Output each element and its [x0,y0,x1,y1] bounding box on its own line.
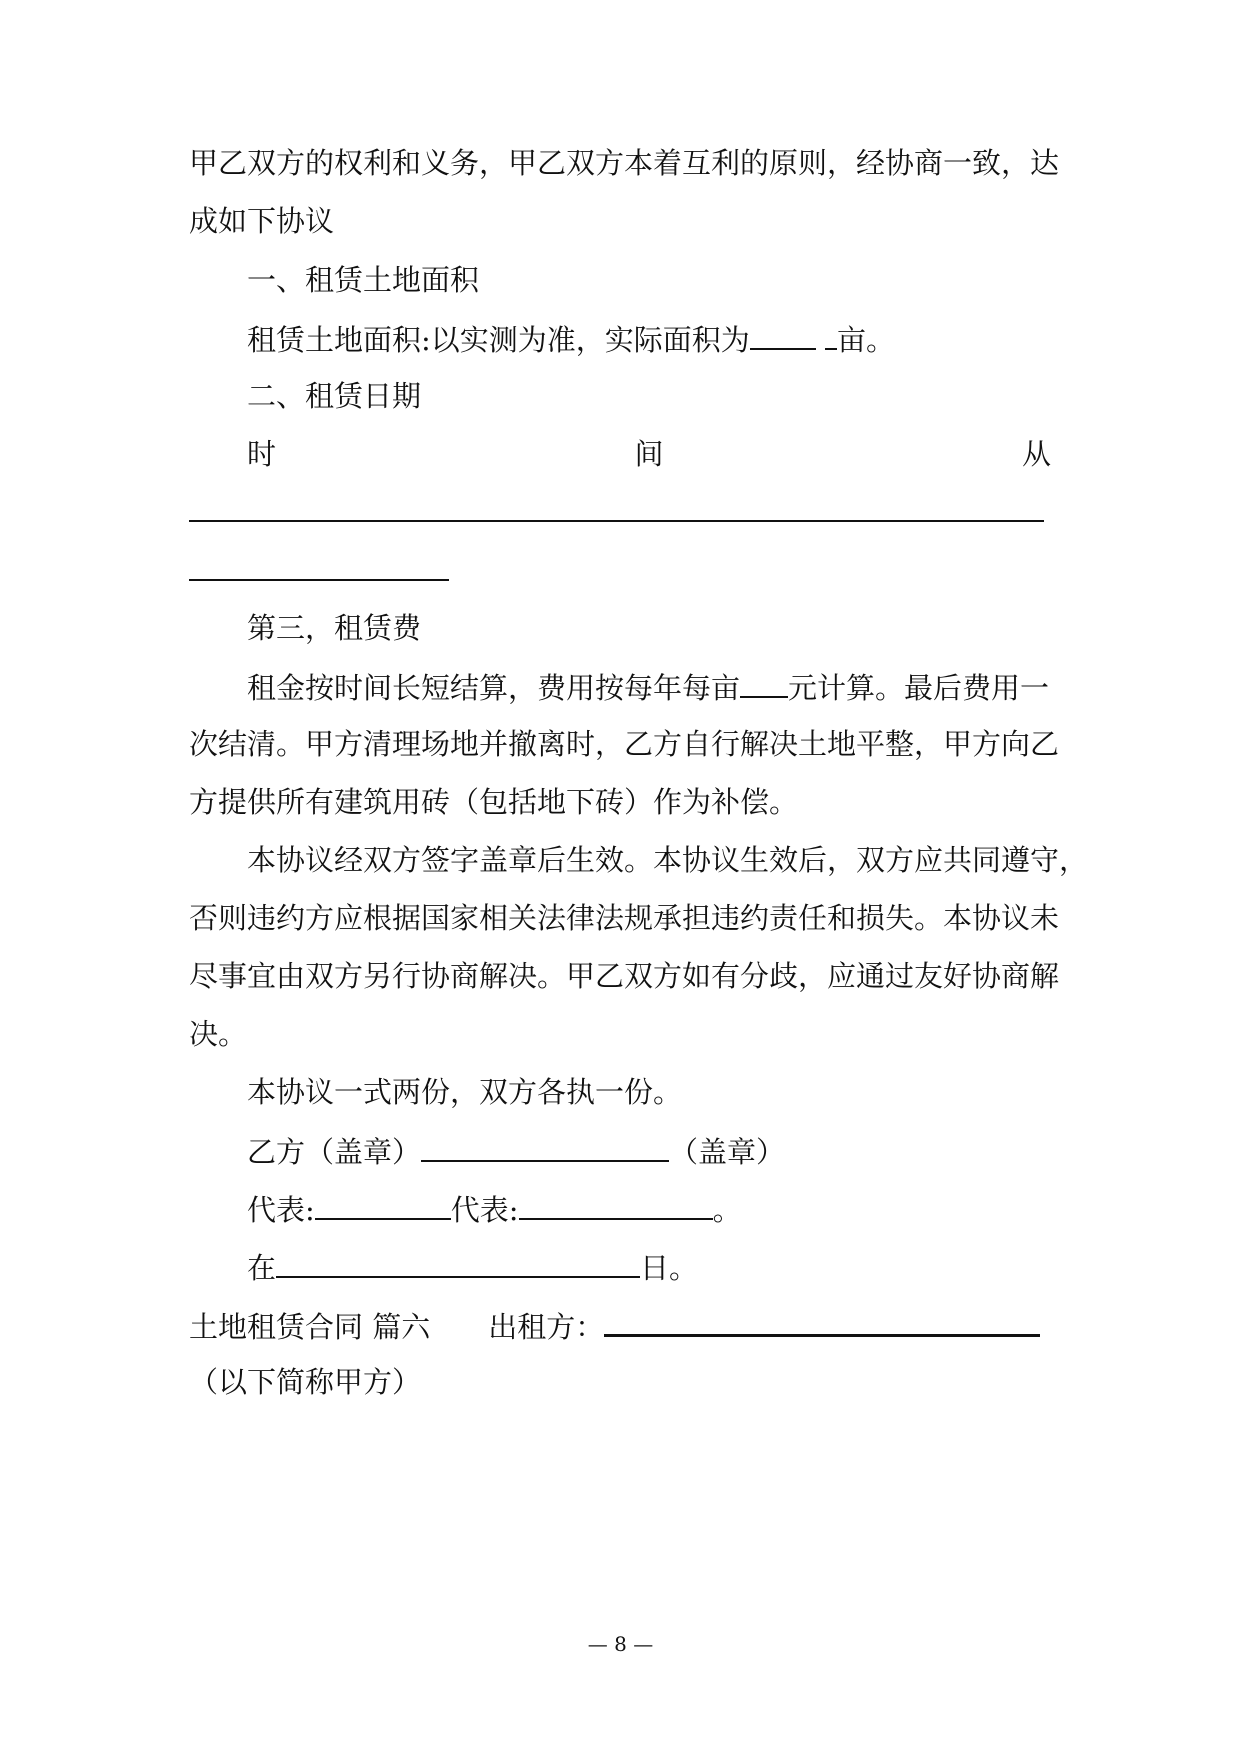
effect-line-3: 尽事宜由双方另行协商解决。甲乙双方如有分歧，应通过友好协商解 [189,959,1060,993]
area-blank-tail [825,321,837,350]
date-range-blank-1 [189,520,1044,522]
area-blank [750,321,816,350]
rent-line-2: 次结清。甲方清理场地并撤离时，乙方自行解决土地平整，甲方向乙 [189,727,1060,761]
section-2-time-line [247,437,1051,471]
date-prefix: 在 [247,1251,277,1285]
time-word-1: 时 [247,437,277,471]
rep-end: 。 [712,1193,742,1227]
intro-line-1: 甲乙双方的权利和义务，甲乙双方本着互利的原则，经协商一致，达 [189,146,1060,180]
date-line [247,1249,1051,1285]
area-text-prefix: 租赁土地面积:以实测为准，实际面积为 [247,323,750,357]
rep-label-1: 代表: [247,1193,315,1227]
section-1-text [247,321,1051,357]
next-contract-line [189,1307,1051,1344]
time-word-2: 间 [634,437,664,471]
rep-label-2: 代表: [450,1193,519,1227]
effect-line-2: 否则违约方应根据国家相关法律法规承担违约责任和损失。本协议未 [189,901,1060,935]
copies-text: 本协议一式两份，双方各执一份。 [247,1075,683,1109]
intro-line-2: 成如下协议 [189,204,335,238]
rent-price-blank [740,669,788,698]
lessor-blank [604,1307,1040,1337]
rent-text-prefix: 租金按时间长短结算，费用按每年每亩 [247,671,741,705]
lessor-note: （以下简称甲方） [189,1365,422,1399]
section-3-heading: 第三，租赁费 [247,611,422,645]
effect-line-4: 决。 [189,1017,248,1051]
next-contract-title: 土地租赁合同 篇六 [189,1310,431,1344]
seal-label-2: （盖章） [669,1135,786,1169]
lessor-label: 出租方： [488,1310,605,1344]
rent-line-1 [247,669,1051,705]
rent-line-3: 方提供所有建筑用砖（包括地下砖）作为补偿。 [189,785,799,819]
seal-label-1: 乙方（盖章） [247,1135,422,1169]
rep-blank-2 [519,1191,713,1220]
seal-blank [421,1133,669,1162]
rent-text-suffix: 元计算。最后费用一 [788,671,1050,705]
time-word-3: 从 [1021,437,1051,471]
area-text-suffix: 亩。 [837,323,896,357]
seal-line [247,1133,1051,1169]
effect-line-1: 本协议经双方签字盖章后生效。本协议生效后，双方应共同遵守， [247,843,1089,877]
representative-line [247,1191,1051,1227]
date-range-blank-2 [189,579,449,581]
rep-blank-1 [315,1191,451,1220]
page-number: — 8 — [587,1632,654,1656]
section-1-heading: 一、租赁土地面积 [247,263,480,297]
date-blank [276,1249,640,1278]
date-suffix: 日。 [640,1251,699,1285]
section-2-heading: 二、租赁日期 [247,379,422,413]
